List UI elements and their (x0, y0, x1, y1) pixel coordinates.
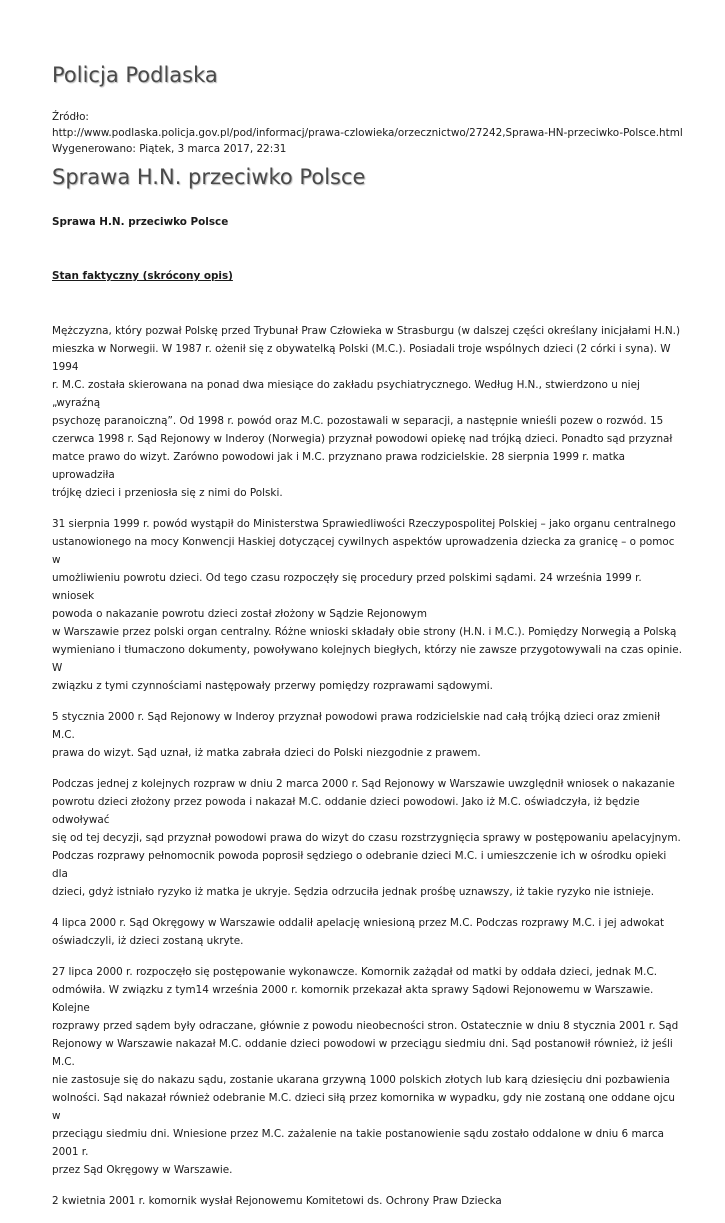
paragraph: 31 sierpnia 1999 r. powód wystąpił do Ministerstwa Sprawiedliwości Rzeczypospolitej Polskiej – jako organu centralnego ustanowionego na mocy Konwencji Haskiej dotyczącej cywilnych aspektów uprowadzenia dziecka za granicę – o pomoc w umożliwieniu powrotu dzieci. Od tego czasu rozpoczęły się procedury przed polskimi sądami. 24 września 1999 r. wniosek powoda o nakazanie powrotu dzieci został złożony w Sądzie Rejonowym w Warszawie przez polski organ centralny. Różne wnioski składały obie strony (H.N. i M.C.). Pomiędzy Norwegią a Polską wymieniano i tłumaczono dokumenty, powoływano kolejnych biegłych, którzy nie zawsze przygotowywali na czas opinie. W związku z tymi czynnościami następowały przerwy pomiędzy rozprawami sądowymi. (52, 518, 682, 692)
document-page (52, 60, 682, 1223)
article-body (52, 322, 682, 1210)
paragraph: 5 stycznia 2000 r. Sąd Rejonowy w Inderoy przyznał powodowi prawa rodzicielskie nad całą trójką dzieci oraz zmienił M.C. prawa do wizyt. Sąd uznał, iż matka zabrała dzieci do Polski niezgodnie z prawem. (52, 711, 661, 759)
paragraph: 4 lipca 2000 r. Sąd Okręgowy w Warszawie oddalił apelację wniesioną przez M.C. Podczas rozprawy M.C. i jej adwokat oświadczyli, iż dzieci zostaną ukryte. (52, 917, 665, 947)
source-label: Źródło: (52, 111, 89, 123)
generated-date: Wygenerowano: Piątek, 3 marca 2017, 22:31 (52, 143, 287, 155)
article-subtitle: Sprawa H.N. przeciwko Polsce (52, 216, 229, 228)
source-url: http://www.podlaska.policja.gov.pl/pod/informacj/prawa-czlowieka/orzecznictwo/27242,Sprawa-HN-przeciwko-Polsce.html (52, 127, 683, 139)
document-meta (52, 109, 682, 157)
section-heading: Stan faktyczny (skrócony opis) (52, 270, 233, 282)
paragraph: 2 kwietnia 2001 r. komornik wysłał Rejonowemu Komitetowi ds. Ochrony Praw Dziecka (52, 1195, 502, 1207)
article-title: Sprawa H.N. przeciwko Polsce (52, 165, 366, 189)
paragraph: 27 lipca 2000 r. rozpoczęło się postępowanie wykonawcze. Komornik zażądał od matki by oddała dzieci, jednak M.C. odmówiła. W związku z tym14 września 2000 r. komornik przekazał akta sprawy Sądowi Rejonowemu w Warszawie. Kolejne rozprawy przed sądem były odraczane, głównie z powodu nieobecności stron. Ostatecznie w dniu 8 stycznia 2001 r. Sąd Rejonowy w Warszawie nakazał M.C. oddanie dzieci powodowi w przeciągu siedmiu dni. Sąd postanowił również, iż jeśli M.C. nie zastosuje się do nakazu sądu, zostanie ukarana grzywną 1000 polskich złotych lub karą dziesięciu dni pozbawienia wolności. Sąd nakazał również odebranie M.C. dzieci siłą przez komornika w wypadku, gdy nie zostaną one oddane ojcu w przeciągu siedmiu dni. Wniesione przez M.C. zażalenie na takie postanowienie sądu zostało oddalone w dniu 6 marca 2001 r. przez Sąd Okręgowy w Warszawie. (52, 966, 679, 1176)
paragraph: Mężczyzna, który pozwał Polskę przed Trybunał Praw Człowieka w Strasburgu (w dalszej części określany inicjałami H.N.) mieszka w Norwegii. W 1987 r. ożenił się z obywatelką Polski (M.C.). Posiadali troje wspólnych dzieci (2 córki i syna). W 1994 r. M.C. została skierowana na ponad dwa miesiące do zakładu psychiatrycznego. Według H.N., stwierdzono u niej „wyraźną psychozę paranoiczną”. Od 1998 r. powód oraz M.C. pozostawali w separacji, a następnie wnieśli pozew o rozwód. 15 czerwca 1998 r. Sąd Rejonowy w Inderoy (Norwegia) przyznał powodowi opiekę nad trójką dzieci. Ponadto sąd przyznał matce prawo do wizyt. Zarówno powodowi jak i M.C. przyznano prawa rodzicielskie. 28 sierpnia 1999 r. matka uprowadziła trójkę dzieci i przeniosła się z nimi do Polski. (52, 325, 681, 499)
paragraph: Podczas jednej z kolejnych rozpraw w dniu 2 marca 2000 r. Sąd Rejonowy w Warszawie uwzględnił wniosek o nakazanie powrotu dzieci złożony przez powoda i nakazał M.C. oddanie dzieci powodowi. Jako iż M.C. oświadczyła, iż będzie odwoływać się od tej decyzji, sąd przyznał powodowi prawa do wizyt do czasu rozstrzygnięcia sprawy w postępowaniu apelacyjnym. Podczas rozprawy pełnomocnik powoda poprosił sędziego o odebranie dzieci M.C. i umieszczenie ich w ośrodku opieki dla dzieci, gdyż istniało ryzyko iż matka je ukryje. Sędzia odrzuciła jednak prośbę uznawszy, iż takie ryzyko nie istnieje. (52, 778, 681, 898)
site-title: Policja Podlaska (52, 63, 218, 87)
